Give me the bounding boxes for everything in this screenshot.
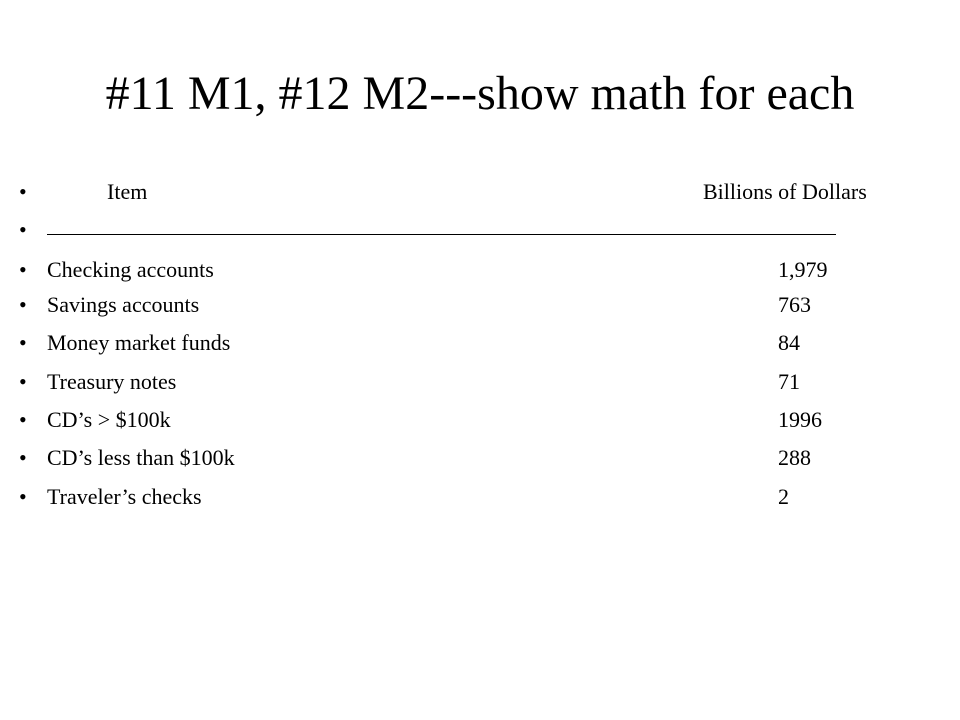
list-item — [0, 366, 960, 398]
item-value: 71 — [778, 369, 800, 394]
column-header-value: Billions of Dollars — [703, 179, 867, 204]
bullet-icon: • — [19, 330, 27, 355]
divider-row — [0, 214, 960, 246]
bullet-icon: • — [19, 179, 27, 204]
list-item — [0, 442, 960, 474]
bullet-icon: • — [19, 257, 27, 282]
item-label: Traveler’s checks — [47, 484, 202, 509]
item-value: 1996 — [778, 407, 822, 432]
item-value: 288 — [778, 445, 811, 470]
bullet-icon: • — [19, 484, 27, 509]
bullet-icon: • — [19, 217, 27, 242]
item-value: 84 — [778, 330, 800, 355]
column-header-item: Item — [107, 179, 148, 204]
item-label: Savings accounts — [47, 292, 200, 317]
bullet-icon: • — [19, 292, 27, 317]
item-label: Money market funds — [47, 330, 231, 355]
item-label: Treasury notes — [47, 369, 177, 394]
list-item — [0, 289, 960, 321]
list-item — [0, 404, 960, 436]
item-label: Checking accounts — [47, 257, 214, 282]
list-item — [0, 327, 960, 359]
bullet-icon: • — [19, 407, 27, 432]
divider-line — [47, 234, 836, 235]
bullet-icon: • — [19, 369, 27, 394]
slide-title: #11 M1, #12 M2---show math for each — [105, 67, 855, 120]
item-label: CD’s > $100k — [47, 407, 171, 432]
bullet-icon: • — [19, 445, 27, 470]
item-value: 763 — [778, 292, 811, 317]
list-item — [0, 481, 960, 513]
item-value: 1,979 — [778, 257, 828, 282]
item-value: 2 — [778, 484, 789, 509]
list-item — [0, 254, 960, 286]
item-label: CD’s less than $100k — [47, 445, 235, 470]
header-row — [0, 176, 960, 208]
